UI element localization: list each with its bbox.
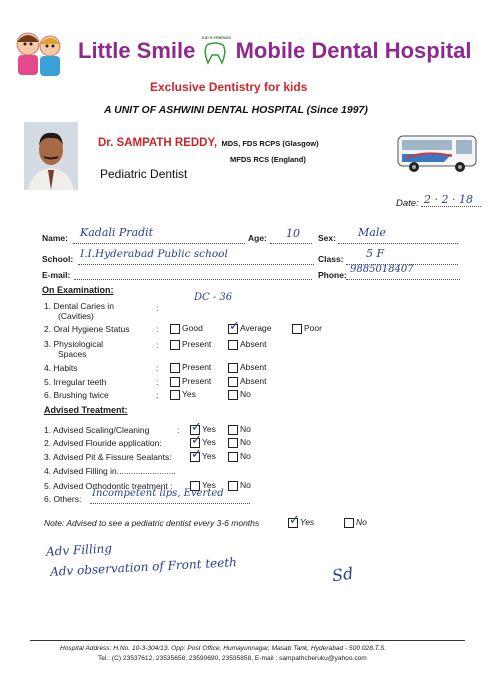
option-label: No [240,480,251,490]
note-yes-option[interactable] [288,512,315,528]
school-label: School: [42,254,74,264]
note-no-option[interactable] [344,517,367,528]
checkbox[interactable] [228,377,238,387]
footer-address: Hospital Address: H.No. 10-3-304/13, Opp: Post Office, Humayunnagar, Masab Tank, Hyderabad - 500 028.T.S. [60,645,387,652]
checkbox[interactable] [228,481,238,491]
checkmark-icon: ✓ [191,432,202,448]
treat-item-3-label: 3. Advised Pit & Fissure Sealants: [44,452,172,462]
habits-absent-option[interactable] [228,362,266,373]
scaling-no-option[interactable] [228,424,251,435]
email-underline [74,279,312,280]
checkbox-checked[interactable] [190,446,202,462]
name-underline [73,243,245,244]
footer-contact: Tel.: (C) 23537612, 23535658, 23590690, 23535858, E-mail : sampathcheruku@yahoo.com [98,655,367,662]
checkbox[interactable] [228,438,238,448]
others-underline [90,503,250,504]
exam-item-3-label: 3. Physiological [44,339,104,349]
option-label: Yes [202,451,216,461]
exam-item-6-label: 6. Brushing twice [44,390,109,400]
note-text: Note: Advised to see a pediatric dentist every 3-6 months [44,518,260,528]
checkbox-checked[interactable] [288,512,300,528]
age-underline [270,243,312,244]
treat-item-1-colon: : [177,425,180,435]
fluoride-no-option[interactable] [228,437,251,448]
logo-badge-text: KID'S FRIENDS [201,35,232,41]
checkbox[interactable] [228,363,238,373]
option-label: Yes [202,480,216,490]
option-label: No [240,389,251,399]
option-label: Yes [300,517,315,527]
title-part2: Mobile Dental Hospital [235,38,472,63]
name-label: Name: [42,233,68,243]
checkbox-checked[interactable] [228,318,240,334]
doctor-name-line [98,133,319,151]
school-underline [78,264,314,265]
treat-item-2-label: 2. Advised Flouride application: [44,438,162,448]
email-label: E-mail: [42,270,71,280]
treat-item-1-label: 1. Advised Scaling/Cleaning [44,425,150,435]
mobile-bus-image [396,130,478,176]
title-part1: Little Smile [78,38,196,63]
checkbox[interactable] [228,390,238,400]
hospital-title [78,35,488,66]
unit-line: A UNIT OF ASHWINI DENTAL HOSPITAL (Since 1997) [104,104,368,116]
option-label: Good [182,323,203,333]
doctor-photo [24,122,78,190]
option-label: Yes [182,389,196,399]
handwritten-line-1[interactable]: Adv Filling [45,541,113,559]
doctor-qualifications-2: MFDS RCS (England) [230,155,306,164]
checkmark-icon: ✓ [191,419,202,435]
irregular-present-option[interactable] [170,376,211,387]
age-label: Age: [248,233,267,243]
exam-item-1-label2: (Cavities) [58,311,94,321]
sealant-no-option[interactable] [228,451,251,462]
treat-item-6-handwritten[interactable]: Incompetent lips, Everted [92,488,224,499]
option-label: Absent [240,376,267,386]
option-label: Present [182,362,212,372]
exam-item-3-colon: : [156,340,159,350]
sex-label: Sex: [318,233,336,243]
doctor-specialty: Pediatric Dentist [100,167,188,181]
option-label: No [240,424,251,434]
exam-item-5-label: 5. Irregular teeth [44,377,107,387]
option-label: No [240,451,251,461]
exam-item-2-colon: : [156,324,159,334]
exam-item-4-label: 4. Habits [44,363,78,373]
date-label: Date: [396,198,419,209]
checkbox[interactable] [170,363,180,373]
exam-item-1-handwritten[interactable]: DC - 36 [194,292,233,303]
doctor-name: Dr. SAMPATH REDDY, [98,137,218,149]
option-label: Present [182,339,212,349]
checkbox[interactable] [292,324,302,334]
sex-value[interactable]: Male [358,226,386,239]
checkmark-icon: ✓ [289,512,300,528]
option-label: Yes [202,437,216,447]
exam-item-1-label: 1. Dental Caries in [44,301,114,311]
option-label: Absent [240,362,267,372]
option-label: No [356,517,367,527]
sealant-yes-option[interactable] [190,446,216,462]
class-value[interactable]: 5 F [366,247,385,260]
name-value[interactable]: Kadali Pradit [80,226,154,239]
handwritten-line-2[interactable]: Adv observation of Front teeth [49,555,238,579]
treatment-heading: Advised Treatment: [44,405,128,415]
date-underline [421,206,481,207]
examination-heading: On Examination: [42,285,114,295]
option-label: Average [240,323,272,333]
kids-logo [10,28,68,80]
class-label: Class: [318,254,344,264]
checkbox[interactable] [170,340,180,350]
treat-item-5-label: 5. Advised Orthodontic treatment : [44,481,173,491]
date-value[interactable]: 2 · 2 · 18 [424,193,473,206]
tooth-logo-icon [201,35,232,63]
age-value[interactable]: 10 [286,227,300,240]
tagline: Exclusive Dentistry for kids [150,80,308,94]
exam-item-6-colon: : [156,390,159,400]
checkmark-icon: ✓ [191,446,202,462]
spaces-absent-option[interactable] [228,339,266,350]
treat-item-4-label: 4. Advised Filling in......................... [44,466,176,476]
checkmark-icon: ✓ [229,318,240,334]
option-label: Absent [240,339,267,349]
hygiene-good-option[interactable] [170,323,203,334]
brushing-no-option[interactable] [228,389,251,400]
footer-divider [30,640,465,641]
checkbox[interactable] [228,340,238,350]
ortho-no-option[interactable] [228,480,251,491]
exam-item-1-colon: : [156,303,159,313]
exam-item-3-label2: Spaces [58,349,87,359]
phone-label: Phone: [318,270,347,280]
checkbox[interactable] [228,425,238,435]
spaces-present-option[interactable] [170,339,211,350]
sex-underline [338,243,458,244]
irregular-absent-option[interactable] [228,376,266,387]
hygiene-poor-option[interactable] [292,323,322,334]
option-label: Yes [202,424,216,434]
option-label: Present [182,376,212,386]
exam-item-4-colon: : [156,363,159,373]
school-value[interactable]: I.I.Hyderabad Public school [80,248,228,260]
habits-present-option[interactable] [170,362,211,373]
treat-item-6-label: 6. Others: [44,494,82,504]
hygiene-average-option[interactable] [228,318,272,334]
exam-item-5-colon: : [156,377,159,387]
checkbox[interactable] [170,390,180,400]
checkbox[interactable] [344,518,354,528]
option-label: Poor [304,323,322,333]
signature: Sd [330,563,355,586]
brushing-yes-option[interactable] [170,389,196,400]
checkbox[interactable] [228,452,238,462]
checkbox[interactable] [170,377,180,387]
option-label: No [240,437,251,447]
checkbox[interactable] [170,324,180,334]
phone-value[interactable]: 9885018407 [350,264,414,275]
doctor-qualifications: MDS, FDS RCPS (Glasgow) [221,139,319,148]
phone-underline [346,279,460,280]
exam-item-2-label: 2. Oral Hygiene Status [44,324,130,334]
